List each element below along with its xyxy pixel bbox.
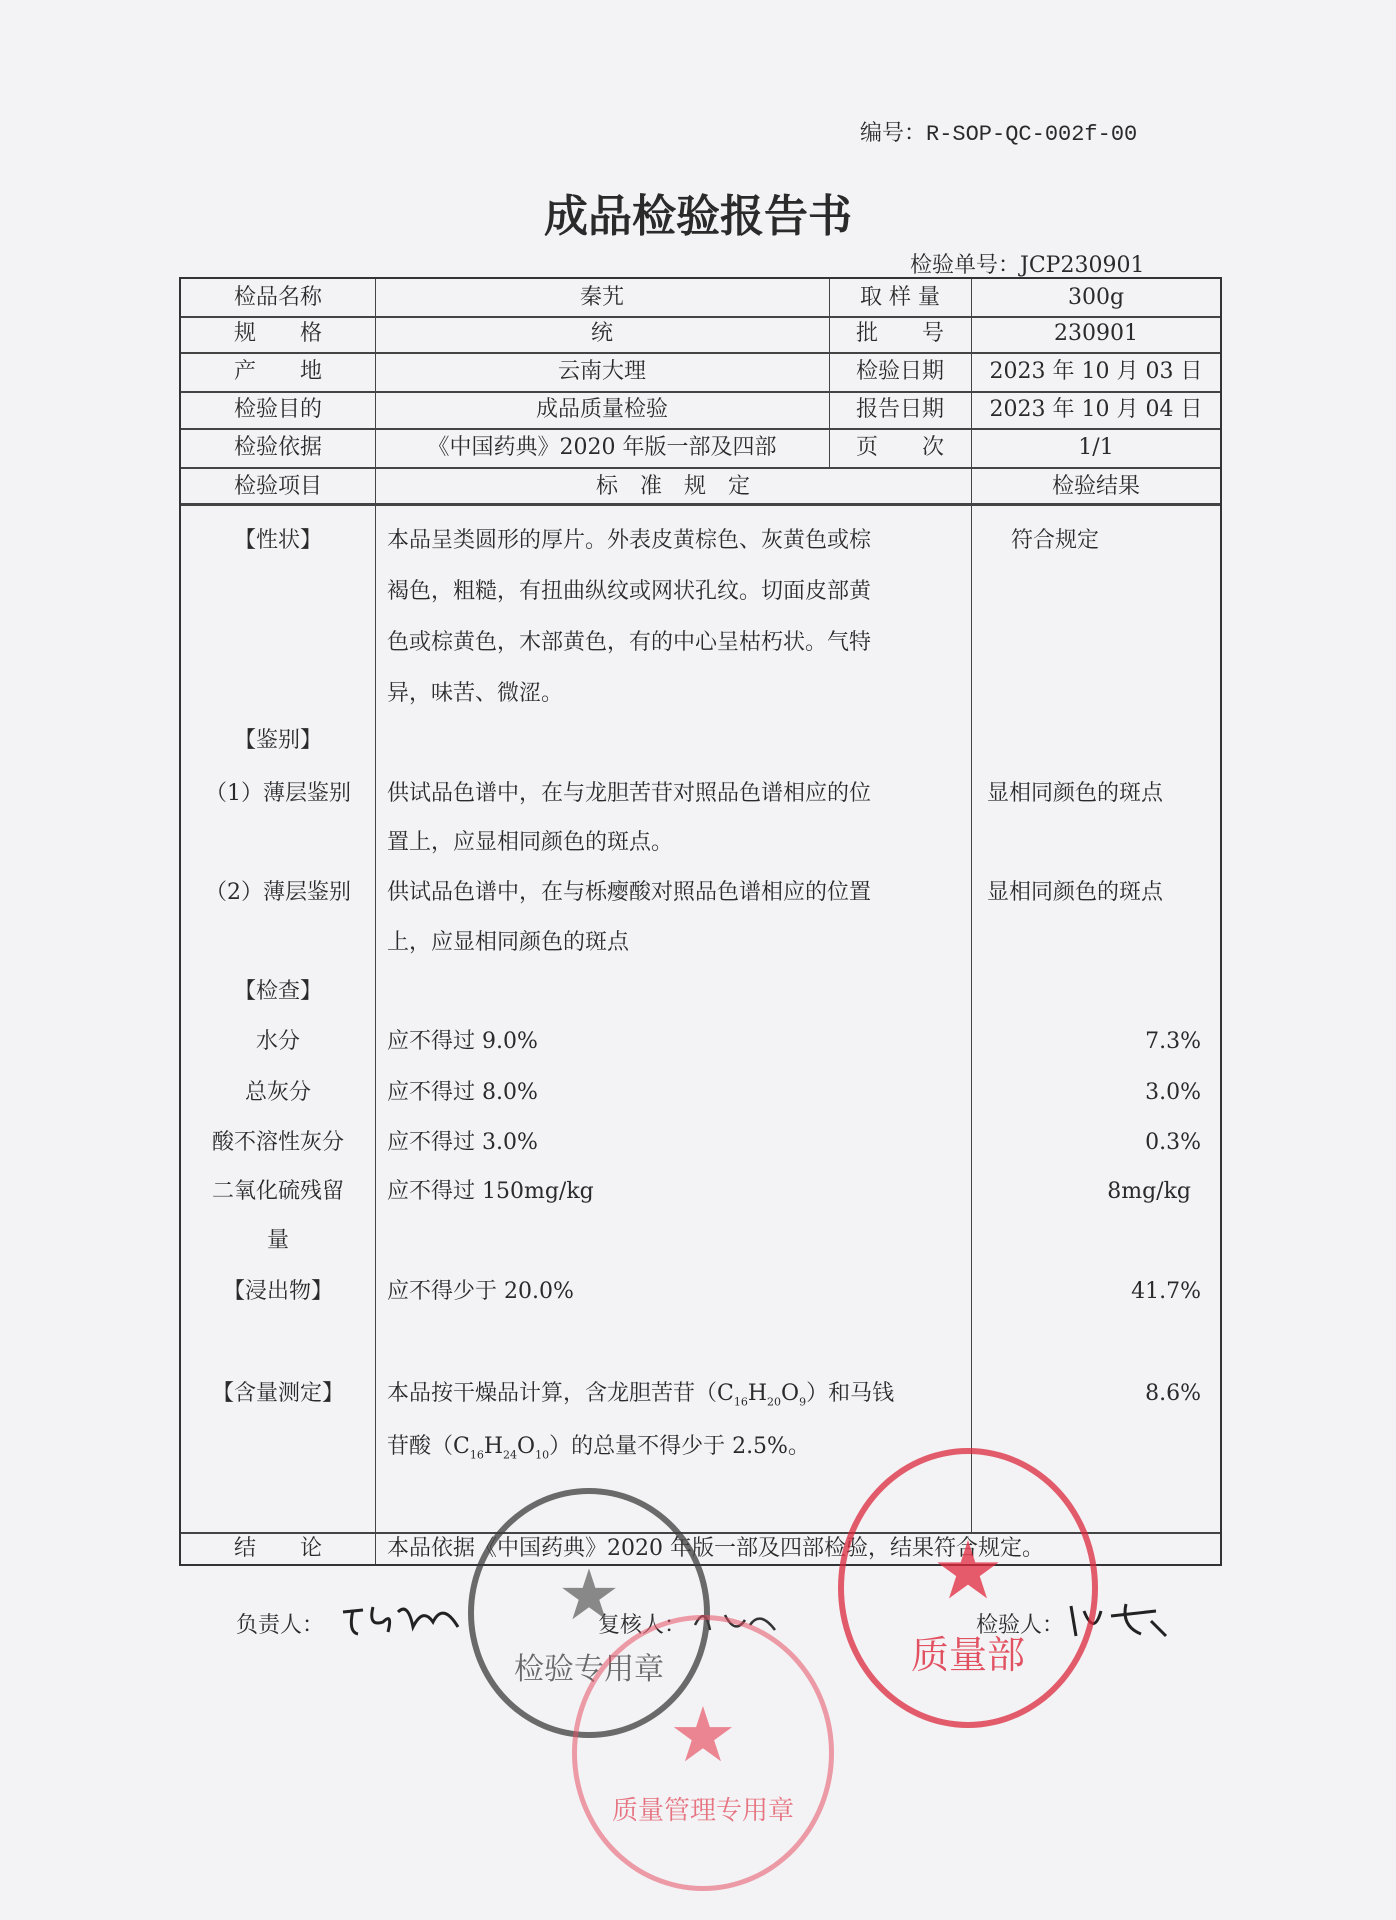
item-appearance: 【性状】 [233,528,322,553]
std-assay-line2: 苷酸$(C_{16}H_{24}O_{10})$的总量不得少于 2.5%。 [387,1434,810,1462]
std-so2: 应不得过 150mg/kg [387,1179,594,1204]
header-label: 产 地 [233,359,322,384]
result-acid-ash: 0.3% [1145,1130,1201,1155]
col-head-standard: 标 准 规 定 [595,474,750,499]
star-icon: ★ [932,1524,1004,1617]
std-line: 异，味苦、微涩。 [387,681,564,706]
result-appearance: 符合规定 [1011,528,1100,553]
result-extract: 41.7% [1131,1279,1201,1304]
header-value: 秦艽 [579,285,624,310]
report-table [179,277,1222,1566]
item-ash: 总灰分 [244,1080,311,1105]
header-value: 云南大理 [557,359,646,384]
inspector-label: 检验人： [976,1613,1065,1638]
conclusion-label: 结 论 [233,1536,322,1561]
conclusion-text: 本品依据《中国药典》2020 年版一部及四部检验，结果符合规定。 [387,1536,1044,1561]
header-value2: 230901 [1054,321,1138,346]
result-tlc-1: 显相同颜色的斑点 [987,781,1164,806]
item-tlc-1: （1）薄层鉴别 [205,781,351,806]
std-line: 供试品色谱中，在与栎瘿酸对照品色谱相应的位置 [387,880,872,905]
page-title: 成品检验报告书 [544,191,852,242]
result-water: 7.3% [1145,1029,1201,1054]
header-value2: 1/1 [1078,435,1114,460]
item-extract: 【浸出物】 [222,1279,333,1304]
responsible-signature [338,1592,468,1642]
header-label: 检验依据 [233,435,322,460]
header-value2: 300g [1067,285,1125,310]
inspection-seal-grey: ★ 检验专用章 [468,1488,710,1738]
header-label: 规 格 [233,321,322,346]
item-water: 水分 [255,1029,300,1054]
header-value2: 2023 年 10 月 03 日 [989,359,1203,384]
item-tlc-2: （2）薄层鉴别 [205,880,351,905]
header-value: 成品质量检验 [535,397,668,422]
result-ash: 3.0% [1145,1080,1201,1105]
col-head-result: 检验结果 [1051,474,1140,499]
header-label2: 报告日期 [855,397,944,422]
header-value2: 2023 年 10 月 04 日 [989,397,1203,422]
std-line: 置上，应显相同颜色的斑点。 [387,830,674,855]
reviewer-label: 复核人： [598,1613,687,1638]
document-code: 编号：R-SOP-QC-002f-00 [860,122,1138,147]
quality-management-seal-red: ★ 质量管理专用章 [572,1615,834,1891]
std-line: 色或棕黄色，木部黄色，有的中心呈枯朽状。气特 [387,630,872,655]
sheet-number: 检验单号：JCP230901 [910,253,1145,278]
section-identification: 【鉴别】 [233,728,322,753]
std-line: 本品呈类圆形的厚片。外表皮黄棕色、灰黄色或棕 [387,528,872,553]
responsible-label: 负责人： [236,1613,325,1638]
quality-dept-seal-red: ★ 质量部 [838,1448,1098,1728]
star-icon: ★ [557,1554,621,1636]
std-line: 供试品色谱中，在与龙胆苦苷对照品色谱相应的位 [387,781,872,806]
std-line: 上，应显相同颜色的斑点 [387,930,630,955]
std-acid-ash: 应不得过 3.0% [387,1130,538,1155]
result-tlc-2: 显相同颜色的斑点 [987,880,1164,905]
header-value: 统 [590,321,613,346]
header-label: 检品名称 [233,285,322,310]
item-acid-ash: 酸不溶性灰分 [211,1130,344,1155]
header-label2: 取 样 量 [860,285,940,310]
header-label2: 检验日期 [855,359,944,384]
std-water: 应不得过 9.0% [387,1029,538,1054]
section-inspection: 【检查】 [233,979,322,1004]
col-head-item: 检验项目 [233,474,322,499]
header-label2: 页 次 [855,435,944,460]
header-label2: 批 号 [855,321,944,346]
star-icon: ★ [668,1690,738,1779]
header-label: 检验目的 [233,397,322,422]
std-ash: 应不得过 8.0% [387,1080,538,1105]
std-assay-line1: 本品按干燥品计算，含龙胆苦苷$(C_{16}H_{20}O_9)$和马钱 [387,1381,895,1409]
std-line: 褐色，粗糙，有扭曲纵纹或网状孔纹。切面皮部黄 [387,579,872,604]
result-assay: 8.6% [1145,1381,1201,1406]
item-so2-cont: 量 [266,1228,289,1253]
result-so2: 8mg/kg [1107,1179,1191,1204]
std-extract: 应不得少于 20.0% [387,1279,574,1304]
header-value: 《中国药典》2020 年版一部及四部 [427,435,777,460]
item-assay: 【含量测定】 [211,1381,344,1406]
item-so2: 二氧化硫残留 [211,1179,344,1204]
